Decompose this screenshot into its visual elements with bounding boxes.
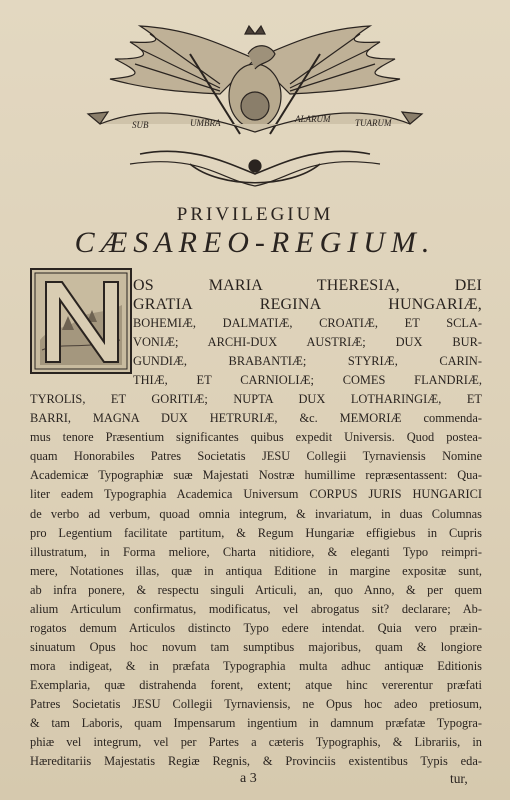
text-line: sinuatum Opus hoc novum tam sumptibus majoribus, quam & longiore — [30, 639, 482, 654]
text-line: GRATIA REGINA HUNGARIÆ, — [133, 296, 482, 313]
drop-cap-letter: N — [32, 270, 33, 271]
text-line: ab infra ponere, & respectu singuli Articuli, an, quo Anno, & per quem — [30, 582, 482, 597]
text-line: pro Legentium facilitate partitum, & Regum Hungariæ effigiebus in Cupris — [30, 525, 482, 540]
text-line: BARRI, MAGNA DUX HETRURIÆ, &c. MEMORIÆ commenda- — [30, 411, 482, 426]
text-line: THIÆ, ET CARNIOLIÆ; COMES FLANDRIÆ, — [133, 373, 482, 388]
text-line: Academicæ Typographiæ suæ Majestati Nostræ humillime repræsentassent: Qua- — [30, 468, 482, 483]
text-line: quam Honorabiles Patres Societatis JESU Collegii Tyrnaviensis Nomine — [30, 449, 482, 464]
page-title: PRIVILEGIUM — [176, 204, 334, 225]
text-line: illustratum, in Forma meliore, Charta nitidiore, & eleganti Typo reimpri- — [30, 544, 482, 559]
text-line: Exemplaria, quæ distrahenda forent, extent; atque hinc vererentur præfati — [30, 677, 482, 692]
text-line: rogatos demum Articulos distincto Typo edere intendat. Quia vero præin- — [30, 620, 482, 635]
text-line: & tam Laboris, quam Impensarum ingentium in damnum præfatæ Typogra- — [30, 715, 482, 730]
text-line: phiæ vel integrum, vel per Partes a cæteris Typographis, & Librariis, in — [30, 735, 482, 749]
text-line: OS MARIA THERESIA, DEI — [133, 277, 482, 294]
signature-mark: a 3 — [240, 771, 257, 786]
text-line: GUNDIÆ, BRABANTIÆ; STYRIÆ, CARIN- — [133, 354, 482, 369]
banner-word-3: ALARUM — [295, 114, 331, 124]
text-line: alium Articulum confirmatus, modificatus, vel abrogatus sit? declarare; Ab- — [30, 601, 482, 616]
text-line: VONIÆ; ARCHI-DUX AUSTRIÆ; DUX BUR- — [133, 335, 482, 350]
text-line: liter eadem Typographia Academica Universum CORPUS JURIS HUNGARICI — [30, 487, 482, 502]
text-line: Patres Societatis JESU Collegii Tyrnaviensis, ne Opus hoc adeo pretiosum, — [30, 696, 482, 711]
text-line: de verbo ad verbum, quoad omnia integrum, & invariatum, in duas Columnas — [30, 506, 482, 521]
banner-word-2: UMBRA — [190, 118, 221, 128]
page-subtitle: CÆSAREO-REGIUM. — [74, 226, 436, 259]
text-line: mora indigeat, & in præfata Typographia multa adhuc antiquæ Editionis — [30, 658, 482, 673]
text-line: mere, Notationes illas, quæ in antiqua Editione in margine expositæ sunt, — [30, 563, 482, 578]
text-line: BOHEMIÆ, DALMATIÆ, CROATIÆ, ET SCLA- — [133, 316, 482, 331]
catchword: tur, — [450, 771, 468, 786]
text-line: TYROLIS, ET GORITIÆ; NUPTA DUX LOTHARINGIÆ, ET — [30, 392, 482, 407]
banner-word-4: TUARUM — [355, 118, 392, 128]
text-line: mus tenore Præsentium significantes quibus expedit Universis. Quod postea- — [30, 430, 482, 445]
banner-word-1: SUB — [132, 120, 149, 130]
text-line: Hæreditariis Majestatis Regiæ Regnis, & Provinciis existentibus Typis eda- — [30, 754, 482, 768]
